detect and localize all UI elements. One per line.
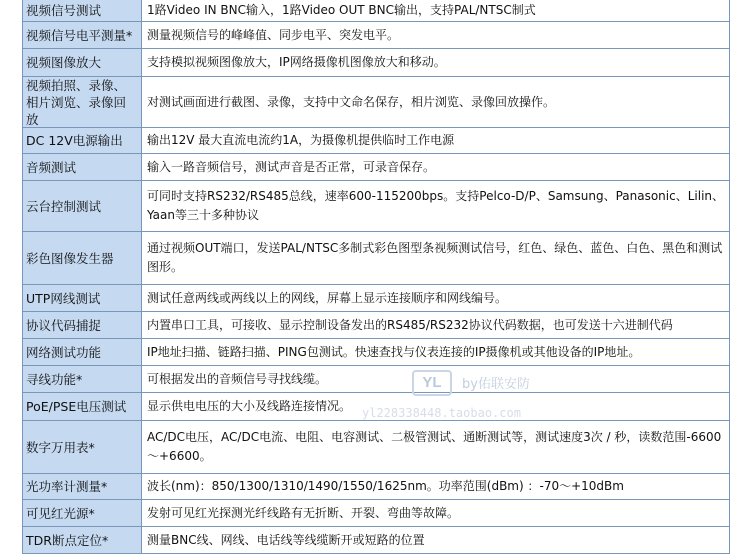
row-label: 网络测试功能 xyxy=(23,339,142,365)
row-label: 光功率计测量* xyxy=(23,474,142,499)
row-value: 1路Video IN BNC输入，1路Video OUT BNC输出，支持PAL/NTSC制式 xyxy=(142,0,729,21)
row-label: 音频测试 xyxy=(23,154,142,180)
table-row xyxy=(22,49,730,77)
row-value: 测量视频信号的峰峰值、同步电平、突发电平。 xyxy=(142,22,729,48)
row-label: 协议代码捕捉 xyxy=(23,312,142,338)
table-row xyxy=(22,421,730,474)
row-value: 通过视频OUT端口，发送PAL/NTSC多制式彩色图型条视频测试信号，红色、绿色、蓝色、白色、黑色和测试图形。 xyxy=(142,232,729,284)
row-value: 可根据发出的音频信号寻找线缆。 xyxy=(142,366,729,392)
row-value: AC/DC电压，AC/DC电流、电阻、电容测试、二极管测试、通断测试等，测试速度3次 / 秒，读数范围-6600～+6600。 xyxy=(142,421,729,473)
row-label: 云台控制测试 xyxy=(23,181,142,231)
row-label: 视频拍照、录像、相片浏览、录像回放 xyxy=(23,77,142,127)
row-value: 支持模拟视频图像放大，IP网络摄像机图像放大和移动。 xyxy=(142,49,729,76)
watermark-text: by佑联安防 xyxy=(462,377,530,392)
row-label: 视频图像放大 xyxy=(23,49,142,76)
row-value: 内置串口工具，可接收、显示控制设备发出的RS485/RS232协议代码数据，也可发送十六进制代码 xyxy=(142,312,729,338)
spec-table xyxy=(22,0,730,554)
table-row xyxy=(22,22,730,49)
row-value: 测量BNC线、网线、电话线等线缆断开或短路的位置 xyxy=(142,527,729,553)
row-label: TDR断点定位* xyxy=(23,527,142,553)
table-row xyxy=(22,128,730,154)
row-label: 寻线功能* xyxy=(23,366,142,392)
table-row xyxy=(22,154,730,181)
table-row xyxy=(22,232,730,285)
row-value: IP地址扫描、链路扫描、PING包测试。快速查找与仪表连接的IP摄像机或其他设备的IP地址。 xyxy=(142,339,729,365)
table-row xyxy=(22,181,730,232)
row-label: 视频信号电平测量* xyxy=(23,22,142,48)
row-value: 对测试画面进行截图、录像，支持中文命名保存，相片浏览、录像回放操作。 xyxy=(142,77,729,127)
row-label: DC 12V电源输出 xyxy=(23,128,142,153)
row-value: 发射可见红光探测光纤线路有无折断、开裂、弯曲等故障。 xyxy=(142,500,729,526)
table-row xyxy=(22,500,730,527)
row-value: 可同时支持RS232/RS485总线，速率600-115200bps。支持Pelco-D/P、Samsung、Panasonic、Lilin、Yaan等三十多种协议 xyxy=(142,181,729,231)
table-row xyxy=(22,339,730,366)
row-value: 显示供电电压的大小及线路连接情况。 xyxy=(142,393,729,420)
watermark-url: yl228338448.taobao.com xyxy=(362,406,521,420)
table-row xyxy=(22,393,730,421)
row-value: 输出12V 最大直流电流约1A，为摄像机提供临时工作电源 xyxy=(142,128,729,153)
row-value: 测试任意两线或两线以上的网线，屏幕上显示连接顺序和网线编号。 xyxy=(142,285,729,311)
row-label: 彩色图像发生器 xyxy=(23,232,142,284)
row-label: PoE/PSE电压测试 xyxy=(23,393,142,420)
row-label: UTP网线测试 xyxy=(23,285,142,311)
table-row xyxy=(22,312,730,339)
table-row xyxy=(22,527,730,554)
table-row xyxy=(22,285,730,312)
watermark-logo: YL xyxy=(412,370,452,396)
row-label: 数字万用表* xyxy=(23,421,142,473)
table-row xyxy=(22,77,730,128)
table-row xyxy=(22,0,730,22)
row-label: 可见红光源* xyxy=(23,500,142,526)
row-value: 输入一路音频信号，测试声音是否正常，可录音保存。 xyxy=(142,154,729,180)
row-label: 视频信号测试 xyxy=(23,0,142,21)
row-value: 波长(nm)：850/1300/1310/1490/1550/1625nm。功率范围(dBm) ：-70～+10dBm xyxy=(142,474,729,499)
table-row xyxy=(22,474,730,500)
table-row xyxy=(22,366,730,393)
